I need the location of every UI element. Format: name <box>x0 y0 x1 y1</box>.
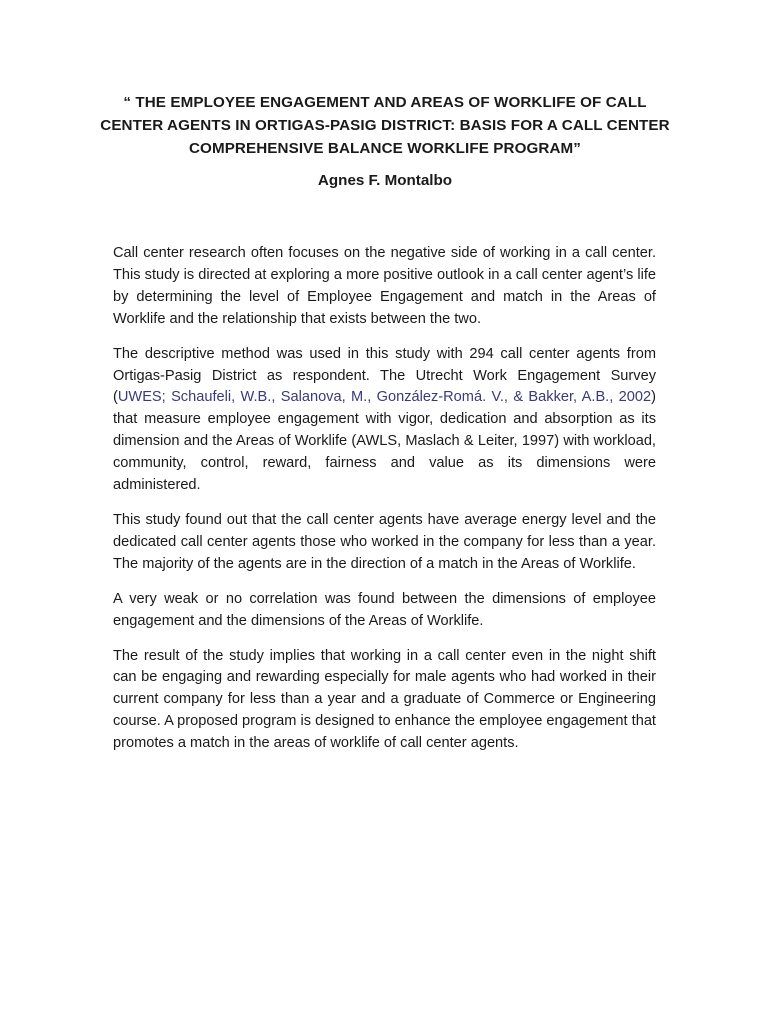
paragraph-correlation: A very weak or no correlation was found between the dimensions of employee engagement and the dimensions of the Areas of Worklife. <box>113 590 656 629</box>
document-title: “ THE EMPLOYEE ENGAGEMENT AND AREAS OF WORKLIFE OF CALL CENTER AGENTS IN ORTIGAS-PASIG DISTRICT: BASIS FOR A CALL CENTER COMPREHENSIVE BALANCE WORKLIFE PROGRAM” <box>100 94 670 157</box>
paragraph-method <box>113 344 656 497</box>
paragraph-intro: Call center research often focuses on the negative side of working in a call center. This study is directed at exploring a more positive outlook in a call center agent’s life by determining the level of Employee Engagement and match in the Areas of Worklife and the relationship that exists between the two. <box>113 245 656 327</box>
abstract-body <box>113 243 656 768</box>
document-author: Agnes F. Montalbo <box>317 172 453 189</box>
method-text-end: ) that measure employee engagement with vigor, dedication and absorption as its dimension and the Areas of Worklife (AWLS, Maslach & Leiter, 1997) with workload, community, control, reward, fairness and value as its dimensions were administered. <box>113 389 656 494</box>
citation-reference: UWES; Schaufeli, W.B., Salanova, M., González-Romá. V., & Bakker, A.B., 2002 <box>117 389 652 406</box>
method-text-start: The descriptive method was used in this study with 294 call center agents from Ortigas-Pasig District as respondent. The Utrecht Work Engagement Survey ( <box>113 345 656 406</box>
paragraph-findings: This study found out that the call center agents have average energy level and the dedicated call center agents those who worked in the company for less than a year. The majority of the agents are in the direction of a match in the Areas of Worklife. <box>113 511 656 572</box>
paragraph-conclusion: The result of the study implies that working in a call center even in the night shift can be engaging and rewarding especially for male agents who had worked in their current company for less than a year and a graduate of Commerce or Engineering course. A proposed program is designed to enhance the employee engagement that promotes a match in the areas of worklife of call center agents. <box>113 647 656 752</box>
